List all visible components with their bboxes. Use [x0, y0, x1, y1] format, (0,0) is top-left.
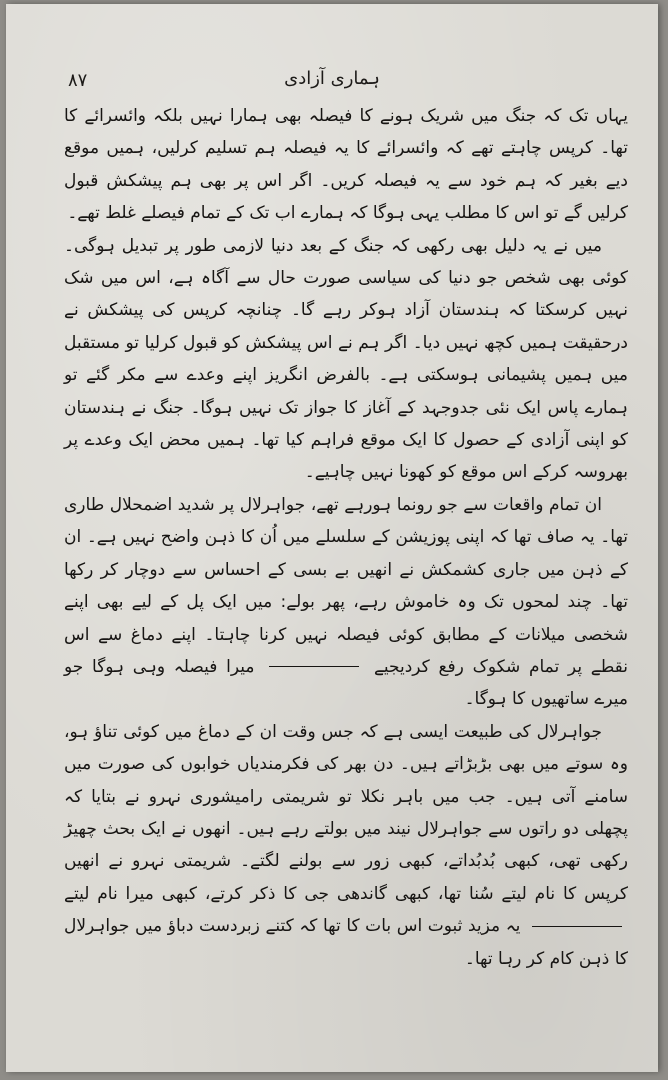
page-body	[64, 100, 628, 975]
book-page	[6, 4, 658, 1072]
paragraph-text-continued: یہ مزید ثبوت اس بات کا تھا کہ کتنے زبردست دباؤ میں جواہرلال کا ذہن کام کر رہا تھا۔	[64, 916, 628, 969]
paragraph-1	[64, 100, 628, 230]
em-dash-rule	[269, 666, 359, 667]
paragraph-text-continued: میرا فیصلہ وہی ہوگا جو میرے ساتھیوں کا ہوگا۔	[64, 656, 628, 710]
paragraph-text: جواہرلال کی طبیعت ایسی ہے کہ جس وقت ان کے دماغ میں کوئی تناؤ ہو، وہ سوتے میں بھی بڑبڑاتے ہیں۔ دن بھر کی فکرمندیاں خوابوں کی صورت میں سامنے آتی ہیں۔ جب میں باہر نکلا تو شریمتی رامیشوری نہرو نے بتایا کہ پچھلی دو راتوں سے جواہرلال نیند میں بولتے رہے ہیں۔ انھوں نے ایک بحث چھیڑ رکھی تھی، کبھی بُدبُداتے، کبھی زور سے بولنے لگتے۔ شریمتی نہرو نے انھیں کرپس کا نام لیتے سُنا تھا، کبھی گاندھی جی کا ذکر کرتے، کبھی میرا نام لیتے	[64, 721, 628, 904]
paragraph-text: ان تمام واقعات سے جو رونما ہورہے تھے، جواہرلال پر شدید اضمحلال طاری تھا۔ یہ صاف تھا کہ اپنی پوزیشن کے سلسلے میں اُن کا ذہن واضح نہیں ہے۔ ان کے ذہن میں جاری کشمکش نے انھیں بے بسی کے احساس سے دوچار کر رکھا تھا۔ چند لمحوں تک وہ خاموش رہے، پھر بولے: میں ایک پل کے لیے بھی اپنے شخصی میلانات کے مطابق کوئی فیصلہ نہیں کرنا چاہتا۔ اپنے دماغ سے اس نقطے پر تمام شکوک رفع کردیجیے	[64, 494, 629, 677]
paragraph-text: میں نے یہ دلیل بھی رکھی کہ جنگ کے بعد دنیا لازمی طور پر تبدیل ہوگی۔ کوئی بھی شخص جو دنیا کی سیاسی صورت حال سے آگاہ ہے، اس میں شک نہیں کرسکتا کہ ہندستان آزاد ہوکر رہے گا۔ چنانچہ کرپس کی پیشکش نے درحقیقت ہمیں کچھ نہیں دیا۔ اگر ہم نے اس پیشکش کو قبول کرلیا تو مستقبل میں ہمیں پشیمانی ہوسکتی ہے۔ بالفرض انگریز اپنے وعدے سے مکر گئے تو ہمارے پاس ایک نئی جدوجہد کے آغاز کا جواز تک نہیں ہوگا۔ جنگ نے ہندستان کو اپنی آزادی کے حصول کا ایک موقع فراہم کیا تھا۔ ہمیں محض ایک وعدے پر بھروسہ کرکے اس موقع کو کھونا نہیں چاہیے۔	[64, 235, 628, 483]
paragraph-text: یہاں تک کہ جنگ میں شریک ہونے کا فیصلہ بھی ہمارا نہیں بلکہ وائسرائے کا تھا۔ کرپس چاہتے تھے کہ وائسرائے کا یہ فیصلہ ہم تسلیم کرلیں، ہمیں موقع دیے بغیر کہ ہم خود سے یہ فیصلہ کریں۔ اگر اس پر بھی ہم پیشکش قبول کرلیں گے تو اس کا مطلب یہی ہوگا کہ ہمارے اب تک کے تمام فیصلے غلط تھے۔	[64, 106, 628, 224]
running-title: ہماری آزادی	[284, 68, 380, 89]
paragraph-4	[64, 716, 628, 975]
em-dash-rule	[532, 926, 622, 927]
page-header	[46, 64, 618, 104]
paragraph-2	[64, 230, 628, 489]
page-number: ٨٧	[68, 70, 88, 91]
paragraph-3	[64, 489, 628, 716]
